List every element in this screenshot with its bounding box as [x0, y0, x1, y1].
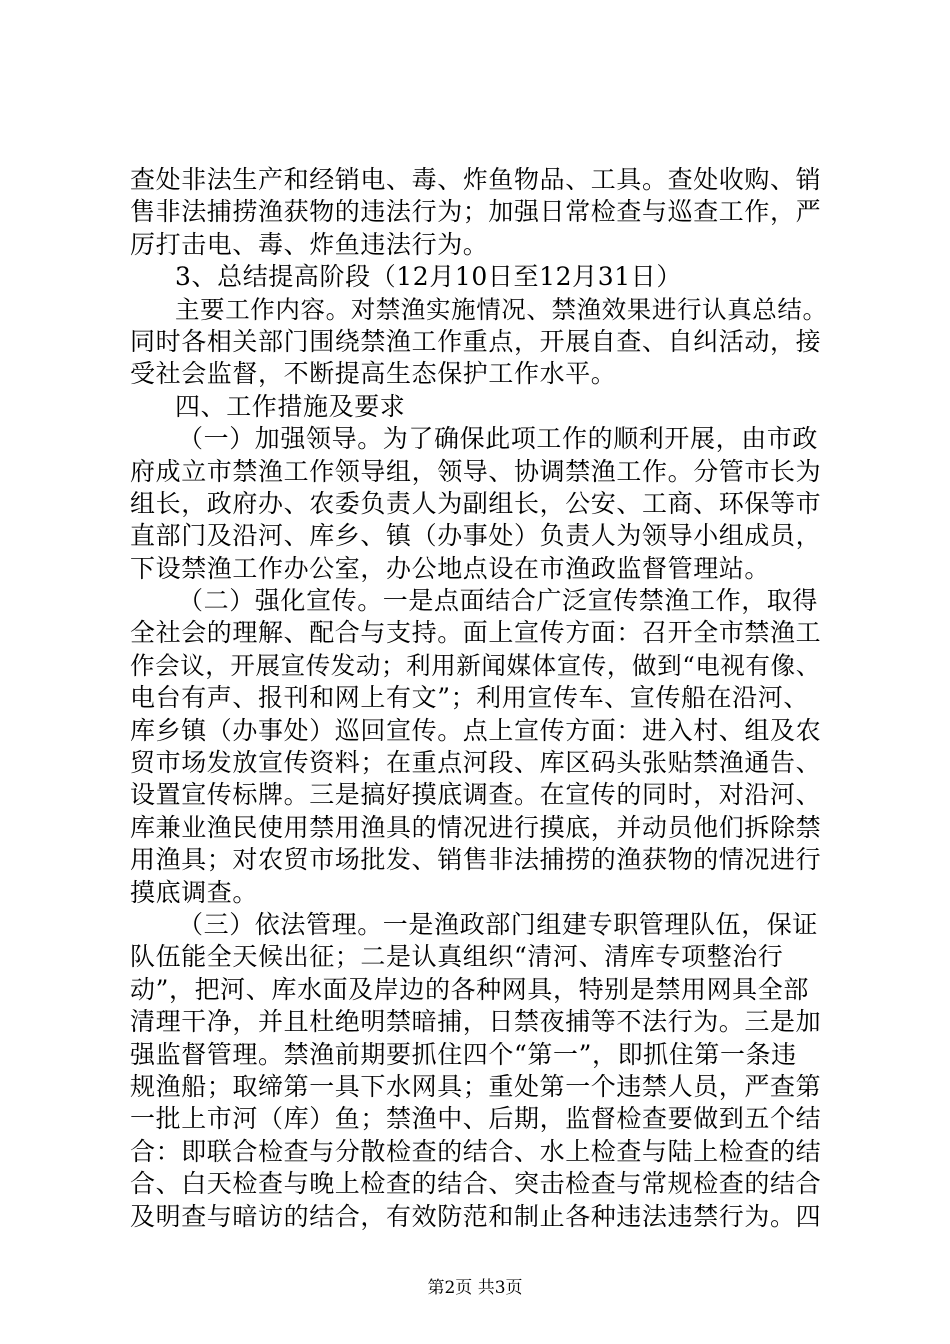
section-heading: 3、总结提高阶段（12月10日至12月31日） — [175, 262, 682, 292]
paragraph-start: （三）依法管理。一是渔政部门组建专职管理队伍，保证 — [178, 909, 819, 939]
text-line: 同时各相关部门围绕禁渔工作重点，开展自查、自纠活动，接 — [130, 326, 822, 356]
text-line: 受社会监督，不断提高生态保护工作水平。 — [130, 359, 617, 389]
text-line: 贸市场发放宣传资料；在重点河段、库区码头张贴禁渔通告、 — [130, 748, 822, 778]
text-line: 直部门及沿河、库乡、镇（办事处）负责人为领导小组成员， — [130, 521, 822, 551]
text-line: 库兼业渔民使用禁用渔具的情况进行摸底，并动员他们拆除禁 — [130, 812, 822, 842]
document-body — [130, 164, 830, 1233]
text-line: 组长，政府办、农委负责人为副组长，公安、工商、环保等市 — [130, 488, 822, 518]
text-line: 电台有声、报刊和网上有文”；利用宣传车、宣传船在沿河、 — [130, 683, 809, 713]
text-line: 作会议，开展宣传发动；利用新闻媒体宣传，做到“电视有像、 — [130, 650, 821, 680]
text-line: 清理干净，并且杜绝明禁暗捕，日禁夜捕等不法行为。三是加 — [130, 1007, 822, 1037]
text-line: 规渔船；取缔第一具下水网具；重处第一个违禁人员，严查第 — [130, 1071, 822, 1101]
text-line: 下设禁渔工作办公室，办公地点设在市渔政监督管理站。 — [130, 553, 771, 583]
section-heading: 四、工作措施及要求 — [175, 391, 406, 421]
paragraph-start: 主要工作内容。对禁渔实施情况、禁渔效果进行认真总结。 — [175, 294, 828, 324]
text-line: 合、白天检查与晚上检查的结合、突击检查与常规检查的结合 — [130, 1169, 822, 1199]
page-footer: 第2页 共3页 — [427, 1278, 523, 1298]
text-line: 队伍能全天候出征；二是认真组织“清河、清库专项整治行 — [130, 942, 784, 972]
text-line: 及明查与暗访的结合，有效防范和制止各种违法违禁行为。四 — [130, 1201, 822, 1231]
text-line: 合：即联合检查与分散检查的结合、水上检查与陆上检查的结 — [130, 1136, 822, 1166]
text-line: 库乡镇（办事处）巡回宣传。点上宣传方面：进入村、组及农 — [130, 715, 822, 745]
text-line: 全社会的理解、配合与支持。面上宣传方面：召开全市禁渔工 — [130, 618, 822, 648]
text-line: 府成立市禁渔工作领导组，领导、协调禁渔工作。分管市长为 — [130, 456, 822, 486]
text-line: 摸底调查。 — [130, 877, 259, 907]
text-line: 一批上市河（库）鱼；禁渔中、后期，监督检查要做到五个结 — [130, 1104, 822, 1134]
text-line: 设置宣传标牌。三是搞好摸底调查。在宣传的同时，对沿河、 — [130, 780, 822, 810]
paragraph-start: （二）强化宣传。一是点面结合广泛宣传禁渔工作，取得 — [178, 586, 819, 616]
text-line: 强监督管理。禁渔前期要抓住四个“第一”，即抓住第一条违 — [130, 1039, 797, 1069]
text-line: 售非法捕捞渔获物的违法行为；加强日常检查与巡查工作，严 — [130, 197, 822, 227]
text-line: 厉打击电、毒、炸鱼违法行为。 — [130, 229, 489, 259]
text-line: 动”，把河、库水面及岸边的各种网具，特别是禁用网具全部 — [130, 974, 809, 1004]
text-line: 用渔具；对农贸市场批发、销售非法捕捞的渔获物的情况进行 — [130, 845, 822, 875]
paragraph-start: （一）加强领导。为了确保此项工作的顺利开展，由市政 — [178, 424, 819, 454]
text-line: 查处非法生产和经销电、毒、炸鱼物品、工具。查处收购、销 — [130, 165, 822, 194]
